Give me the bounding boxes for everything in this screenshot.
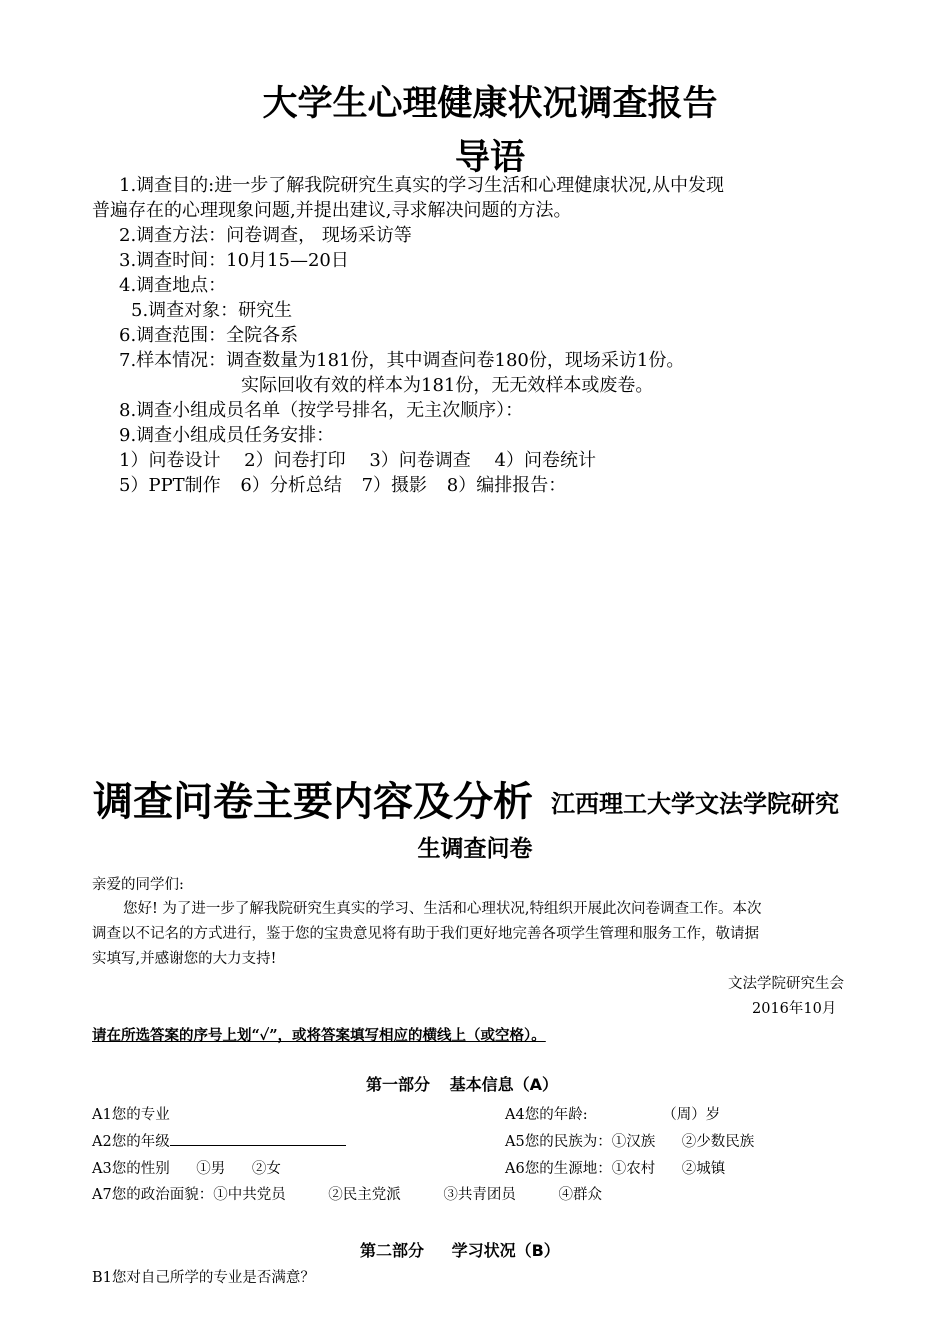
- questionnaire-heading-cont: 生调查问卷: [417, 836, 533, 862]
- question-a4: A4您的年龄: （周）岁: [505, 1107, 721, 1123]
- intro-line-11: 9.调查小组成员任务安排：: [119, 425, 335, 446]
- report-subtitle: 导语: [454, 137, 525, 178]
- question-a5: A5您的民族为：①汉族 ②少数民族: [505, 1134, 755, 1150]
- intro-line-10: 8.调查小组成员名单（按学号排名，无主次顺序）：: [119, 400, 524, 421]
- part2-title: 第二部分 学习状况（B）: [360, 1241, 560, 1260]
- questionnaire-heading-school: 江西理工大学文法学院研究: [551, 790, 839, 818]
- intro-line-5: 4.调查地点：: [119, 275, 227, 296]
- question-a2: [92, 1130, 346, 1151]
- question-a7: A7您的政治面貌：①中共党员 ②民主党派 ③共青团员 ④群众: [92, 1187, 603, 1203]
- question-a3: A3您的性别 ①男 ②女: [92, 1161, 281, 1177]
- signature-date: 2016年10月: [752, 1001, 837, 1017]
- grade-blank[interactable]: [170, 1131, 346, 1146]
- intro-line-1: 1.调查目的:进一步了解我院研究生真实的学习生活和心理健康状况,从中发现: [119, 175, 724, 196]
- question-a6: A6您的生源地：①农村 ②城镇: [505, 1161, 726, 1177]
- letter-line-3: 实填写,并感谢您的大力支持!: [92, 951, 277, 967]
- greeting: 亲爱的同学们:: [92, 877, 184, 893]
- letter-line-1: 您好! 为了进一步了解我院研究生真实的学习、生活和心理状况,特组织开展此次问卷调查工作。本次: [123, 901, 762, 917]
- intro-line-3: 2.调查方法：问卷调查， 现场采访等: [119, 225, 412, 246]
- intro-line-7: 6.调查范围：全院各系: [119, 325, 299, 346]
- letter-line-2: 调查以不记名的方式进行，鉴于您的宝贵意见将有助于我们更好地完善各项学生管理和服务工作，敬请据: [92, 926, 759, 942]
- intro-line-4: 3.调查时间：10月15—20日: [119, 250, 349, 271]
- intro-line-8: 7.样本情况：调查数量为181份，其中调查问卷180份，现场采访1份。: [119, 350, 685, 371]
- signature-org: 文法学院研究生会: [728, 976, 844, 992]
- question-a1: A1您的专业: [92, 1107, 170, 1123]
- intro-line-9: 实际回收有效的样本为181份，无无效样本或废卷。: [241, 375, 654, 396]
- report-title: 大学生心理健康状况调查报告: [262, 83, 718, 124]
- question-b1: B1您对自己所学的专业是否满意？: [92, 1270, 315, 1286]
- question-a2-label: A2您的年级: [92, 1134, 170, 1150]
- intro-line-6: 5.调查对象：研究生: [131, 300, 293, 321]
- intro-line-2: 普遍存在的心理现象问题,并提出建议,寻求解决问题的方法。: [92, 200, 572, 221]
- instruction-text: 请在所选答案的序号上划“✓”，或将答案填写相应的横线上（或空格）。: [92, 1027, 546, 1044]
- intro-line-12: 1）问卷设计 2）问卷打印 3）问卷调查 4）问卷统计: [119, 450, 596, 471]
- part1-title: 第一部分 基本信息（A）: [366, 1075, 558, 1094]
- questionnaire-heading: 调查问卷主要内容及分析: [93, 779, 533, 825]
- intro-line-13: 5）PPT制作 6）分析总结 7）摄影 8）编排报告：: [119, 475, 567, 496]
